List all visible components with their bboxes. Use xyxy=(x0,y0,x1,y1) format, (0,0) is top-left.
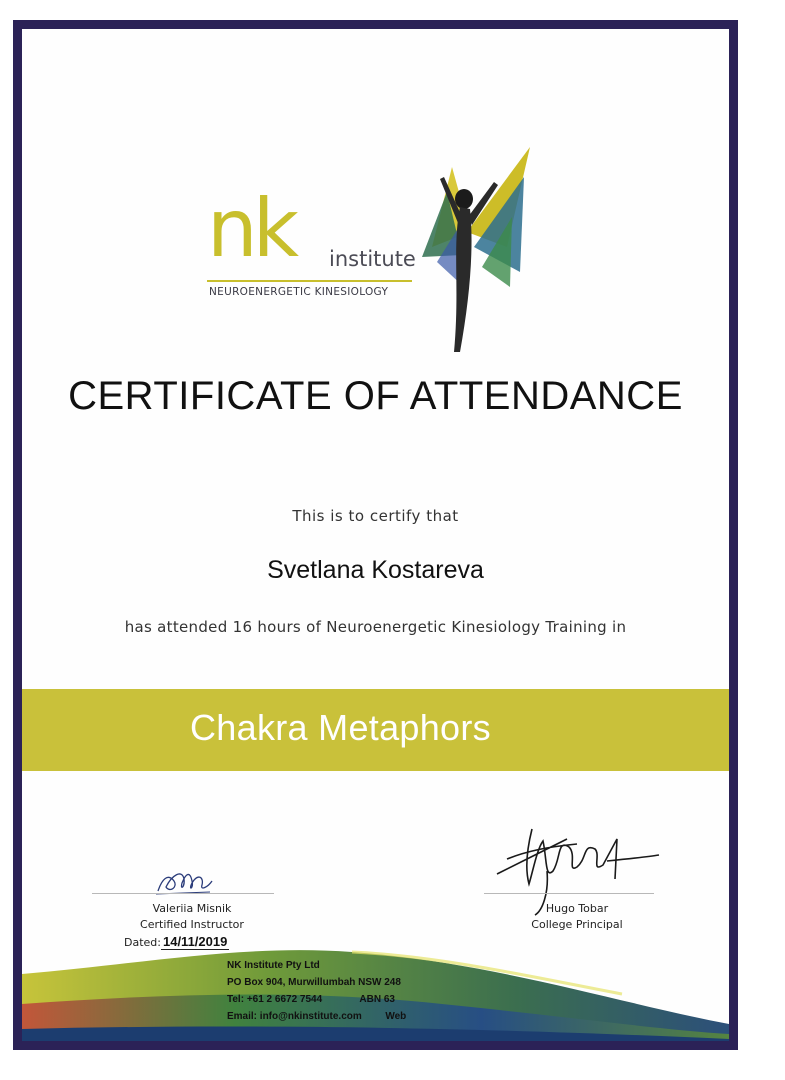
logo-nk-mark: nk xyxy=(207,182,295,275)
principal-block xyxy=(492,901,662,933)
instructor-signature-line xyxy=(92,893,274,894)
footer-email: Email: info@nkinstitute.com xyxy=(227,1011,362,1022)
course-band xyxy=(22,689,729,771)
footer-web: Web xyxy=(385,1011,407,1022)
dancer-illustration xyxy=(412,137,532,362)
instructor-block xyxy=(102,901,282,933)
principal-role: College Principal xyxy=(531,918,623,931)
recipient-name: Svetlana Kostareva xyxy=(267,556,484,584)
footer-web-row xyxy=(227,1008,406,1025)
logo-rule xyxy=(207,280,412,282)
logo-institute-word: institute xyxy=(329,247,416,271)
instructor-name: Valeriia Misnik xyxy=(152,902,232,915)
course-title: Chakra Metaphors xyxy=(190,707,491,748)
nk-institute-logo xyxy=(207,182,447,319)
footer-address: PO Box 904, Murwillumbah NSW 248 xyxy=(227,977,401,988)
dated-value: 14/11/2019 xyxy=(162,934,228,949)
footer-abn: ABN 63 xyxy=(359,994,395,1005)
instructor-role: Certified Instructor xyxy=(140,918,244,931)
principal-name: Hugo Tobar xyxy=(545,902,609,915)
dated-label: Dated: xyxy=(124,936,161,949)
contact-footer xyxy=(227,957,406,1025)
certificate-title: CERTIFICATE OF ATTENDANCE xyxy=(68,374,683,418)
certify-text: This is to certify that xyxy=(292,507,459,525)
logo-subtitle: NEUROENERGETIC KINESIOLOGY xyxy=(209,286,389,298)
footer-phone-row xyxy=(227,991,406,1008)
footer-company: NK Institute Pty Ltd xyxy=(227,960,320,971)
attended-text: has attended 16 hours of Neuroenergetic Kinesiology Training in xyxy=(124,618,627,636)
principal-signature-line xyxy=(484,893,654,894)
footer-tel: Tel: +61 2 6672 7544 xyxy=(227,994,323,1005)
certificate xyxy=(13,20,738,1050)
